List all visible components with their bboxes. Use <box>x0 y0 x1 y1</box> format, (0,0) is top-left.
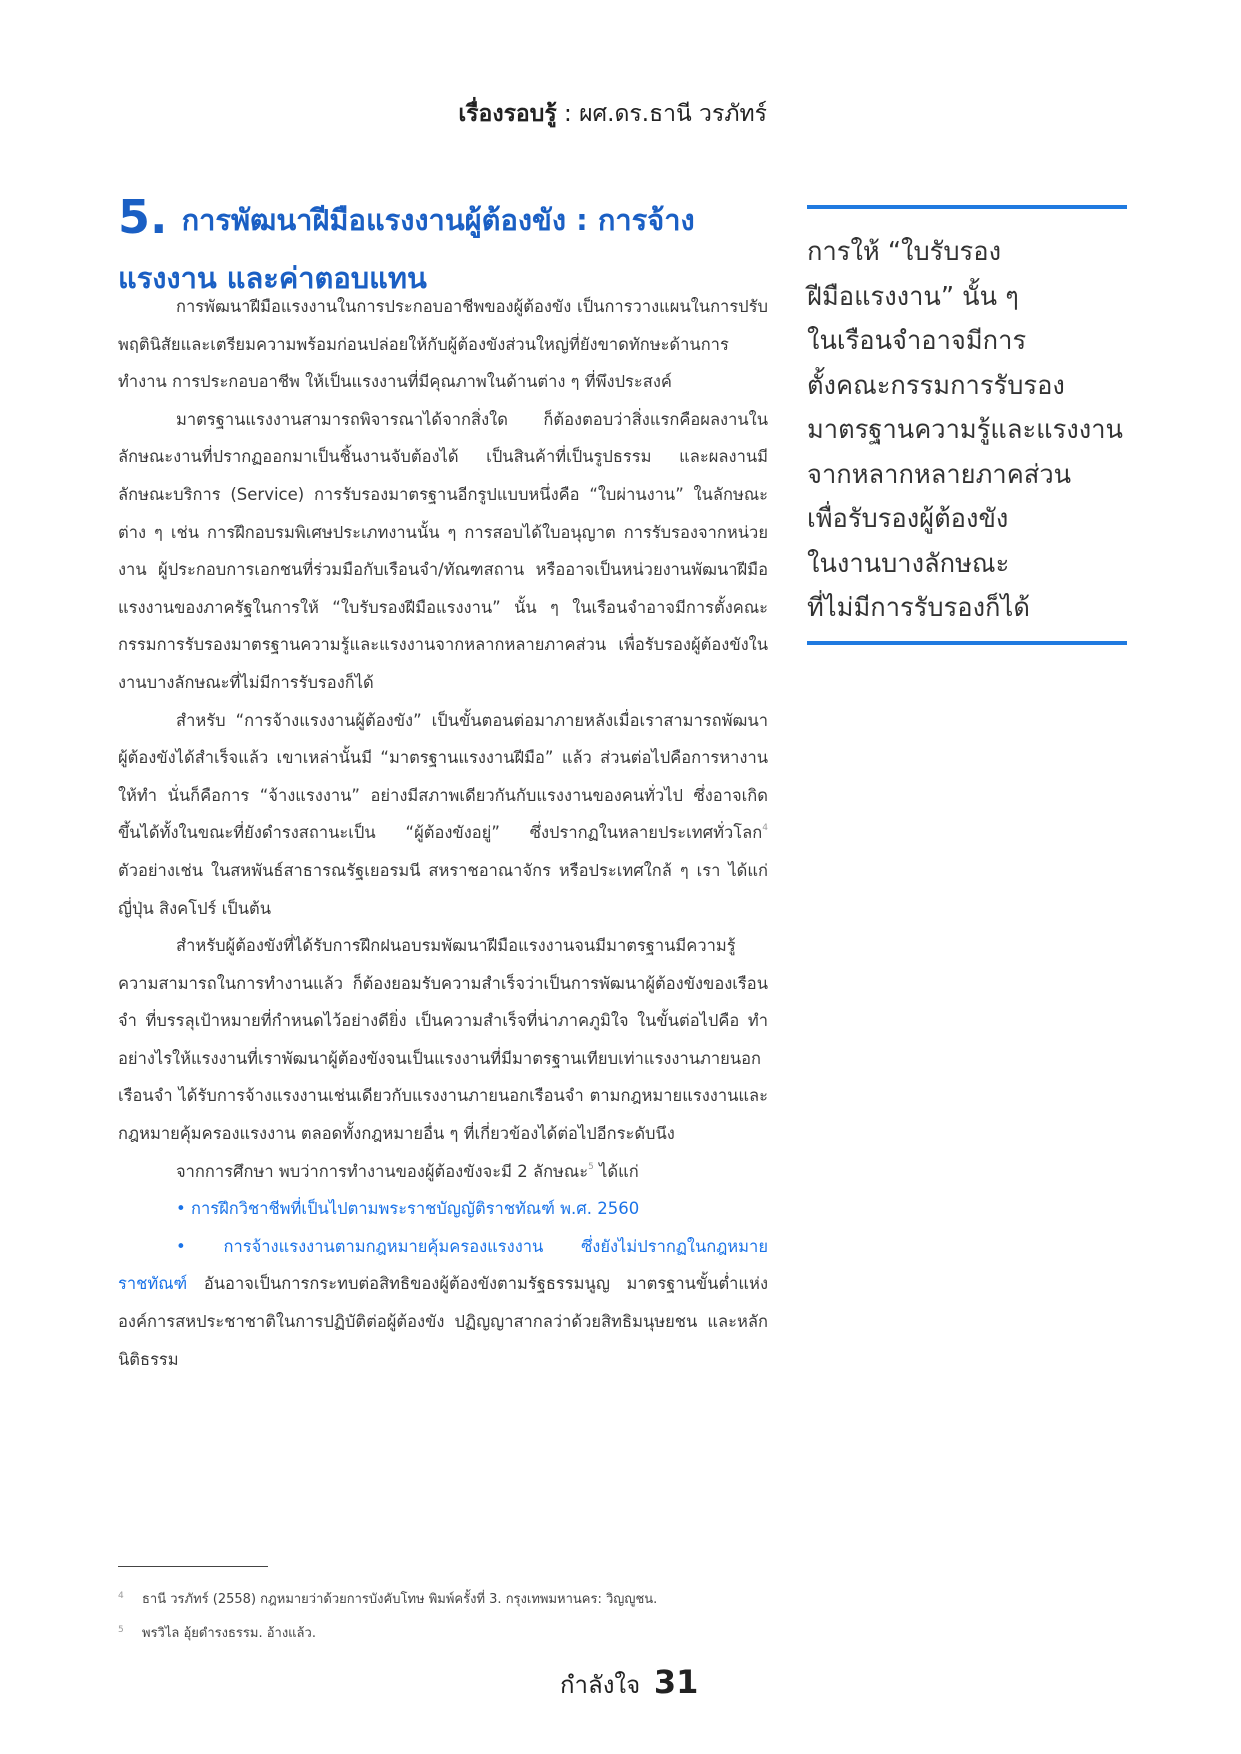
pull-quote-line: ที่ไม่มีการรับรองก็ได้ <box>807 593 1030 623</box>
bullet-item-2-highlight: • การจ้างแรงงานตามกฎหมายคุ้มครองแรงงาน ซึ่งยังไม่ปรากฏในกฎหมายราชทัณฑ์ <box>118 1236 768 1294</box>
pull-quote-line: ตั้งคณะกรรมการรับรอง <box>807 370 1065 401</box>
pull-quote-bottom-rule <box>807 641 1127 645</box>
footnote-ref-4: 4 <box>762 823 768 834</box>
paragraph-4: สำหรับผู้ต้องขังที่ได้รับการฝึกฝนอบรมพัฒนาฝีมือแรงงานจนมีมาตรฐานมีความรู้ความสามารถในการทำงานแล้ว ก็ต้องยอมรับความสำเร็จว่าเป็นการพัฒนาผู้ต้องขังของเรือนจำ ที่บรรลุเป้าหมายที่กำหนดไว้อย่างดียิ่ง เป็นความสำเร็จที่น่าภาคภูมิใจ ในขั้นต่อไปคือ ทำอย่างไรให้แรงงานที่เราพัฒนาผู้ต้องขังจนเป็นแรงงานที่มีมาตรฐานเทียบเท่าแรงงานภายนอกเรือนจำ ได้รับการจ้างแรงงานเช่นเดียวกับแรงงานภายนอกเรือนจำ ตามกฎหมายแรงงานและกฎหมายคุ้มครองแรงงาน ตลอดทั้งกฎหมายอื่น ๆ ที่เกี่ยวข้องได้ต่อไปอีกระดับนึง <box>118 936 768 1144</box>
footnote-item <box>118 1615 778 1649</box>
section-number: 5. <box>118 190 168 244</box>
pull-quote-line: มาตรฐานความรู้และแรงงาน <box>807 415 1123 445</box>
running-header <box>458 96 767 132</box>
section-title-line2: แรงงาน และค่าตอบแทน <box>118 261 427 295</box>
pull-quote <box>807 230 1137 631</box>
magazine-name: กำลังใจ <box>560 1671 641 1699</box>
footnote-number: 5 <box>118 1625 124 1635</box>
paragraph-2: มาตรฐานแรงงานสามารถพิจารณาได้จากสิ่งใด ก็ต้องตอบว่าสิ่งแรกคือผลงานในลักษณะงานที่ปรากฏออกมาเป็นชิ้นงานจับต้องได้ เป็นสินค้าที่เป็นรูปธรรม และผลงานมีลักษณะบริการ (Service) การรับรองมาตรฐานอีกรูปแบบหนึ่งคือ “ใบผ่านงาน” ในลักษณะต่าง ๆ เช่น การฝึกอบรมพิเศษประเภทงานนั้น ๆ การสอบได้ใบอนุญาต การรับรองจากหน่วยงาน ผู้ประกอบการเอกชนที่ร่วมมือกับเรือนจำ/ทัณฑสถาน หรืออาจเป็นหน่วยงานพัฒนาฝีมือแรงงานของภาครัฐในการให้ “ใบรับรองฝีมือแรงงาน” นั้น ๆ ในเรือนจำอาจมีการตั้งคณะกรรมการรับรองมาตรฐานความรู้และแรงงานจากหลากหลายภาคส่วน เพื่อรับรองผู้ต้องขังในงานบางลักษณะที่ไม่มีการรับรองก็ได้ <box>118 409 768 692</box>
pull-quote-line: จากหลากหลายภาคส่วน <box>807 459 1072 490</box>
paragraph-3-text: สำหรับ “การจ้างแรงงานผู้ต้องขัง” เป็นขั้นตอนต่อมาภายหลังเมื่อเราสามารถพัฒนาผู้ต้องขังได้สำเร็จแล้ว เขาเหล่านั้นมี “มาตรฐานแรงงานฝีมือ” แล้ว ส่วนต่อไปคือการหางานให้ทำ นั่นก็คือการ “จ้างแรงงาน” อย่างมีสภาพเดียวกันกับแรงงานของคนทั่วไป ซึ่งอาจเกิดขึ้นได้ทั้งในขณะที่ยังดำรงสถานะเป็น “ผู้ต้องขังอยู่” ซึ่งปรากฏในหลายประเทศทั่วโลก <box>118 710 768 843</box>
page-footer <box>560 1663 698 1704</box>
pull-quote-line: ในงานบางลักษณะ <box>807 548 1010 579</box>
paragraph-3-text-cont: ตัวอย่างเช่น ในสหพันธ์สาธารณรัฐเยอรมนี สหราชอาณาจักร หรือประเทศใกล้ ๆ เรา ได้แก่ ญี่ปุ่น สิงคโปร์ เป็นต้น <box>118 860 768 918</box>
article-body <box>118 288 768 1378</box>
paragraph-5-text: จากการศึกษา พบว่าการทำงานของผู้ต้องขังจะมี 2 ลักษณะ <box>176 1161 589 1181</box>
pull-quote-line: เพื่อรับรองผู้ต้องขัง <box>807 504 1009 534</box>
section-title-text1: การพัฒนาฝีมือแรงงานผู้ต้องขัง : การจ้าง <box>181 203 695 237</box>
footnote-text: ธานี วรภัทร์ (2558) กฎหมายว่าด้วยการบังคับโทษ พิมพ์ครั้งที่ 3. กรุงเทพมหานคร: วิญญูชน. <box>142 1592 658 1607</box>
header-label: เรื่องรอบรู้ <box>458 101 557 127</box>
pull-quote-line: การให้ “ใบรับรอง <box>807 237 1002 267</box>
pull-quote-line: ฝีมือแรงงาน” นั้น ๆ <box>807 281 1019 312</box>
bullet-item-2 <box>118 1228 768 1378</box>
bullet-item-2-text: อันอาจเป็นการกระทบต่อสิทธิของผู้ต้องขังตามรัฐธรรมนูญ มาตรฐานขั้นต่ำแห่งองค์การสหประชาชาติในการปฏิบัติต่อผู้ต้องขัง ปฏิญญาสากลว่าด้วยสิทธิมนุษยชน และหลักนิติธรรม <box>118 1274 768 1369</box>
section-title-line1 <box>118 188 778 249</box>
header-author: : ผศ.ดร.ธานี วรภัทร์ <box>564 101 767 127</box>
footnotes <box>118 1581 778 1649</box>
pull-quote-top-rule <box>807 205 1127 209</box>
page-number: 31 <box>653 1663 699 1701</box>
bullet-item-1: • การฝึกวิชาชีพที่เป็นไปตามพระราชบัญญัติราชทัณฑ์ พ.ศ. 2560 <box>176 1199 640 1219</box>
footnote-text: พรวิไล อุ้ยดำรงธรรม. อ้างแล้ว. <box>142 1626 316 1641</box>
pull-quote-line: ในเรือนจำอาจมีการ <box>807 326 1027 356</box>
footnote-divider <box>118 1566 268 1567</box>
footnote-item <box>118 1581 778 1615</box>
footnote-ref-5: 5 <box>588 1161 594 1172</box>
paragraph-3 <box>118 702 768 928</box>
paragraph-5 <box>118 1153 768 1191</box>
paragraph-5-text-cont: ได้แก่ <box>593 1161 639 1181</box>
paragraph-1: การพัฒนาฝีมือแรงงานในการประกอบอาชีพของผู้ต้องขัง เป็นการวางแผนในการปรับพฤตินิสัยและเตรียมความพร้อมก่อนปล่อยให้กับผู้ต้องขังส่วนใหญ่ที่ยังขาดทักษะด้านการทำงาน การประกอบอาชีพ ให้เป็นแรงงานที่มีคุณภาพในด้านต่าง ๆ ที่พึงประสงค์ <box>118 297 768 392</box>
footnote-number: 4 <box>118 1591 124 1601</box>
